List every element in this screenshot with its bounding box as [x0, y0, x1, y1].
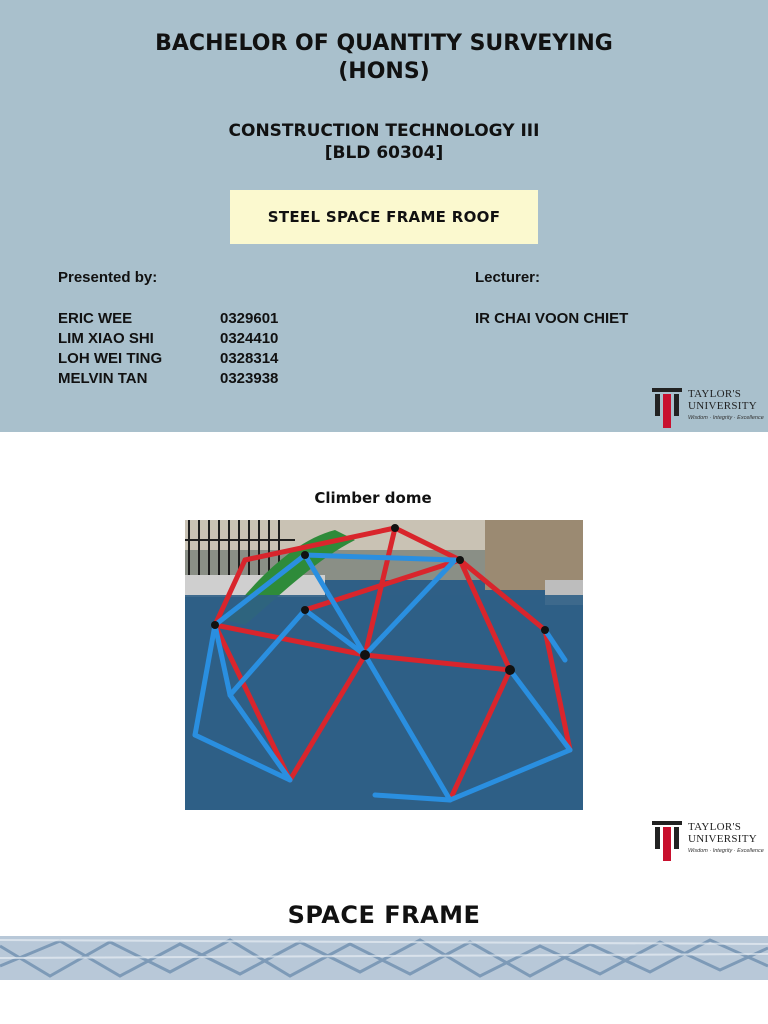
degree-title-line2: (HONS) — [338, 59, 430, 84]
member-id: 0323938 — [220, 370, 279, 387]
space-frame-banner-image — [0, 936, 768, 980]
taylors-logo-icon — [652, 821, 682, 861]
member-id: 0329601 — [220, 310, 279, 327]
climber-dome-photo — [185, 520, 583, 810]
logo-tagline: Wisdom · Integrity · Excellence — [688, 415, 764, 421]
member-row — [58, 330, 358, 350]
course-name: CONSTRUCTION TECHNOLOGY III — [228, 121, 540, 141]
member-name: LIM XIAO SHI — [58, 330, 154, 347]
photo-caption: Climber dome — [314, 489, 432, 507]
course-title — [0, 120, 768, 164]
member-name: MELVIN TAN — [58, 370, 148, 387]
member-id: 0328314 — [220, 350, 279, 367]
logo-text-line2: UNIVERSITY — [688, 400, 757, 412]
taylors-logo-icon — [652, 388, 682, 428]
degree-title-line1: BACHELOR OF QUANTITY SURVEYING — [155, 31, 613, 56]
member-name: ERIC WEE — [58, 310, 133, 327]
lecturer-label: Lecturer: — [475, 269, 541, 286]
member-row — [58, 370, 358, 390]
presented-by-label: Presented by: — [58, 269, 158, 286]
university-logo — [652, 384, 768, 428]
logo-text-line1: TAYLOR'S — [688, 388, 742, 400]
topic-box — [230, 190, 538, 244]
logo-text-line2: UNIVERSITY — [688, 833, 757, 845]
lecturer-name: IR CHAI VOON CHIET — [475, 310, 629, 327]
member-id: 0324410 — [220, 330, 279, 347]
topic-title: STEEL SPACE FRAME ROOF — [267, 208, 501, 226]
course-code: [BLD 60304] — [324, 143, 444, 163]
degree-title — [0, 30, 768, 86]
university-logo — [652, 817, 768, 861]
logo-tagline: Wisdom · Integrity · Excellence — [688, 848, 764, 854]
member-name: LOH WEI TING — [58, 350, 163, 367]
member-row — [58, 310, 358, 330]
section-heading: SPACE FRAME — [287, 901, 481, 929]
title-slide — [0, 0, 768, 432]
member-row — [58, 350, 358, 370]
logo-text-line1: TAYLOR'S — [688, 821, 742, 833]
member-list — [58, 310, 358, 390]
